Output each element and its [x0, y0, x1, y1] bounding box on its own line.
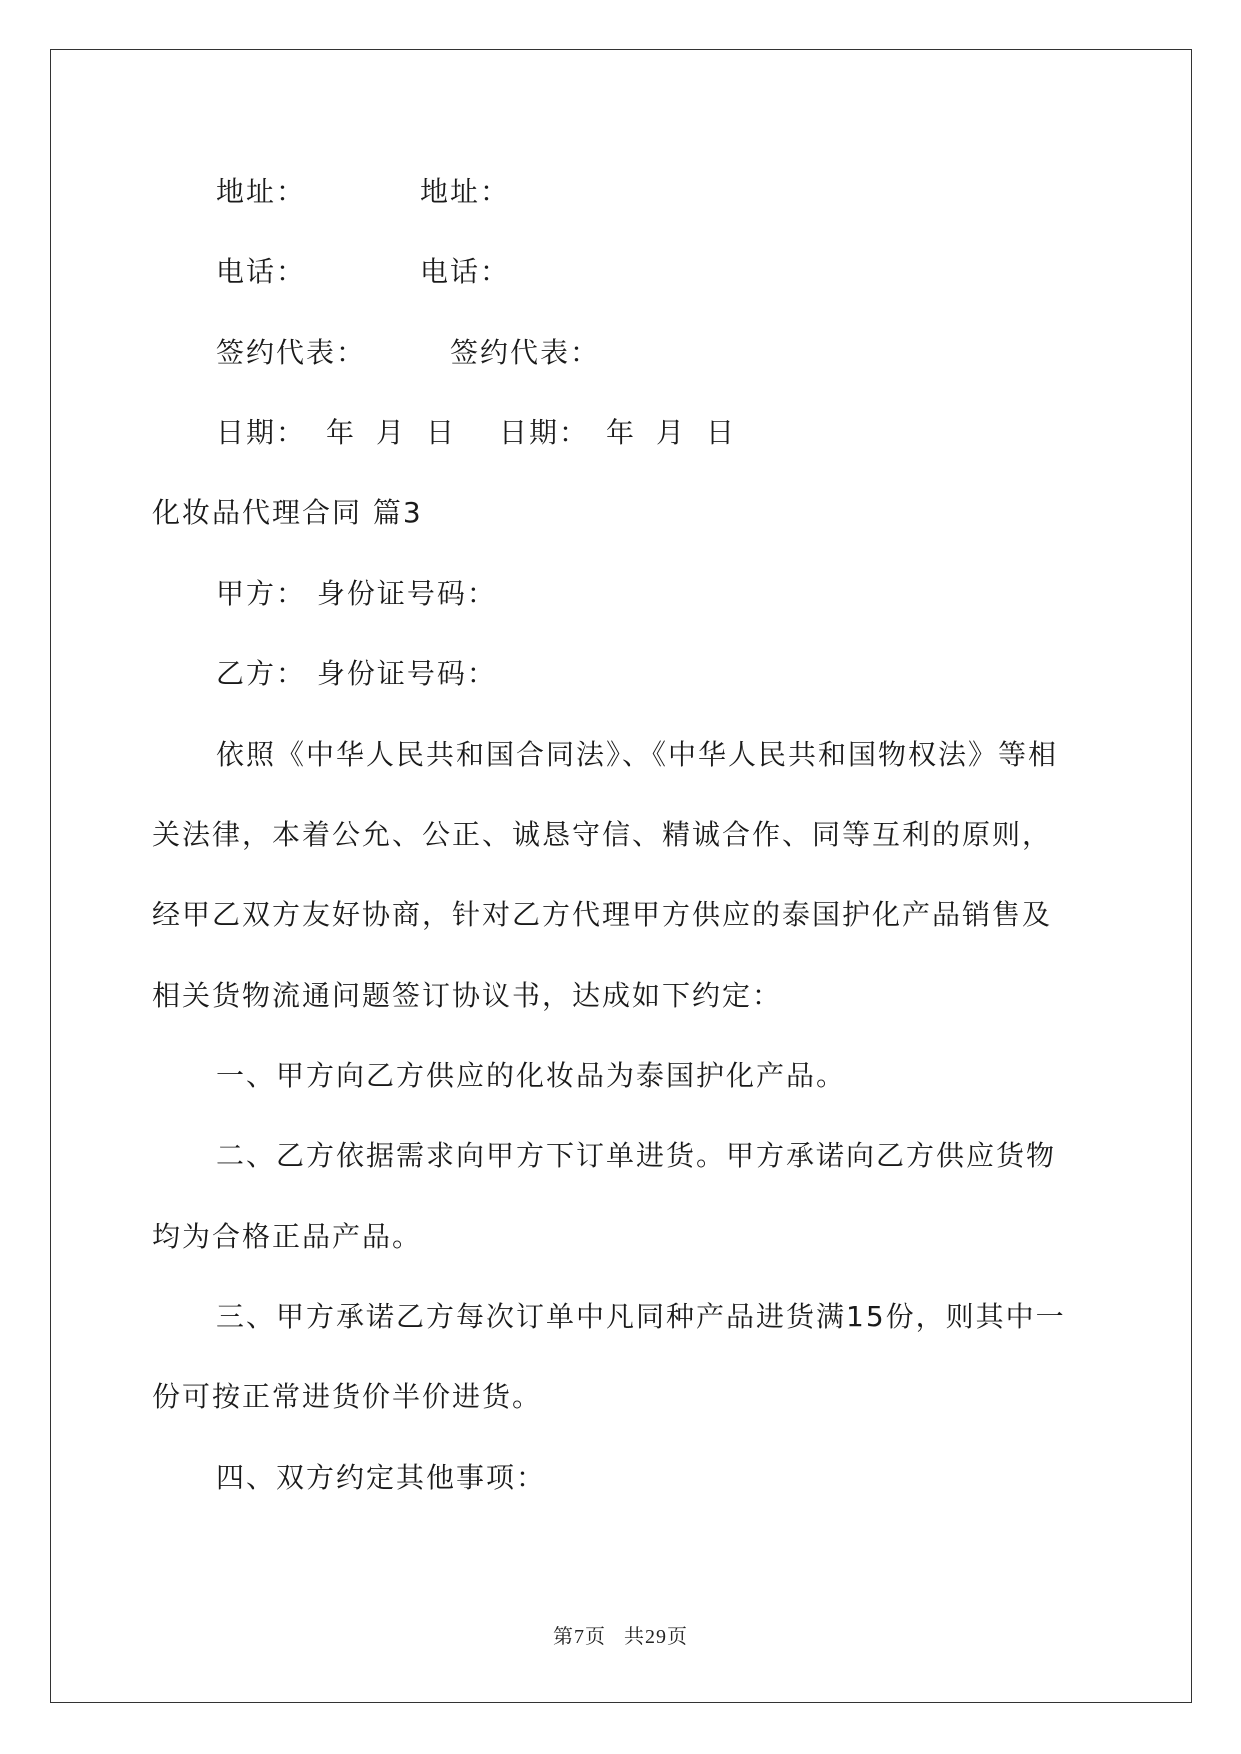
clause-3: 三、甲方承诺乙方每次订单中凡同种产品进货满15份，则其中一 [216, 1300, 1066, 1333]
party-a-line: 甲方： 身份证号码： [216, 577, 497, 610]
body-line: 相关货物流通问题签订协议书，达成如下约定： [152, 979, 783, 1012]
clause-2-continued: 均为合格正品产品。 [152, 1220, 423, 1253]
address-label-party-a: 地址： [216, 175, 307, 208]
page-footer [0, 1620, 1241, 1649]
clause-4: 四、双方约定其他事项： [216, 1461, 547, 1494]
clause-3-continued: 份可按正常进货价半价进货。 [152, 1380, 543, 1413]
body-line: 依照《中华人民共和国合同法》、《中华人民共和国物权法》等相 [216, 738, 1059, 771]
section-title: 化妆品代理合同 篇3 [152, 496, 423, 529]
page-total: 共29页 [624, 1626, 688, 1648]
body-line: 关法律，本着公允、公正、诚恳守信、精诚合作、同等互利的原则， [152, 818, 1053, 851]
page-border [50, 49, 1192, 1703]
phone-label-party-b: 电话： [420, 255, 511, 288]
date-month-party-a: 月 [376, 416, 407, 449]
date-year-party-a: 年 [326, 416, 357, 449]
party-b-line: 乙方： 身份证号码： [216, 657, 497, 690]
page-number: 第7页 [553, 1626, 606, 1648]
date-year-party-b: 年 [606, 416, 637, 449]
date-month-party-b: 月 [656, 416, 687, 449]
date-day-party-b: 日 [706, 416, 737, 449]
phone-label-party-a: 电话： [216, 255, 307, 288]
address-label-party-b: 地址： [420, 175, 511, 208]
date-label-party-b: 日期： [499, 416, 590, 449]
body-line: 经甲乙双方友好协商，针对乙方代理甲方供应的泰国护化产品销售及 [152, 898, 1053, 931]
representative-label-party-b: 签约代表： [450, 336, 601, 369]
date-label-party-a: 日期： [216, 416, 307, 449]
clause-2: 二、乙方依据需求向甲方下订单进货。甲方承诺向乙方供应货物 [216, 1139, 1057, 1172]
clause-1: 一、甲方向乙方供应的化妆品为泰国护化产品。 [216, 1059, 847, 1092]
date-day-party-a: 日 [426, 416, 457, 449]
representative-label-party-a: 签约代表： [216, 336, 367, 369]
